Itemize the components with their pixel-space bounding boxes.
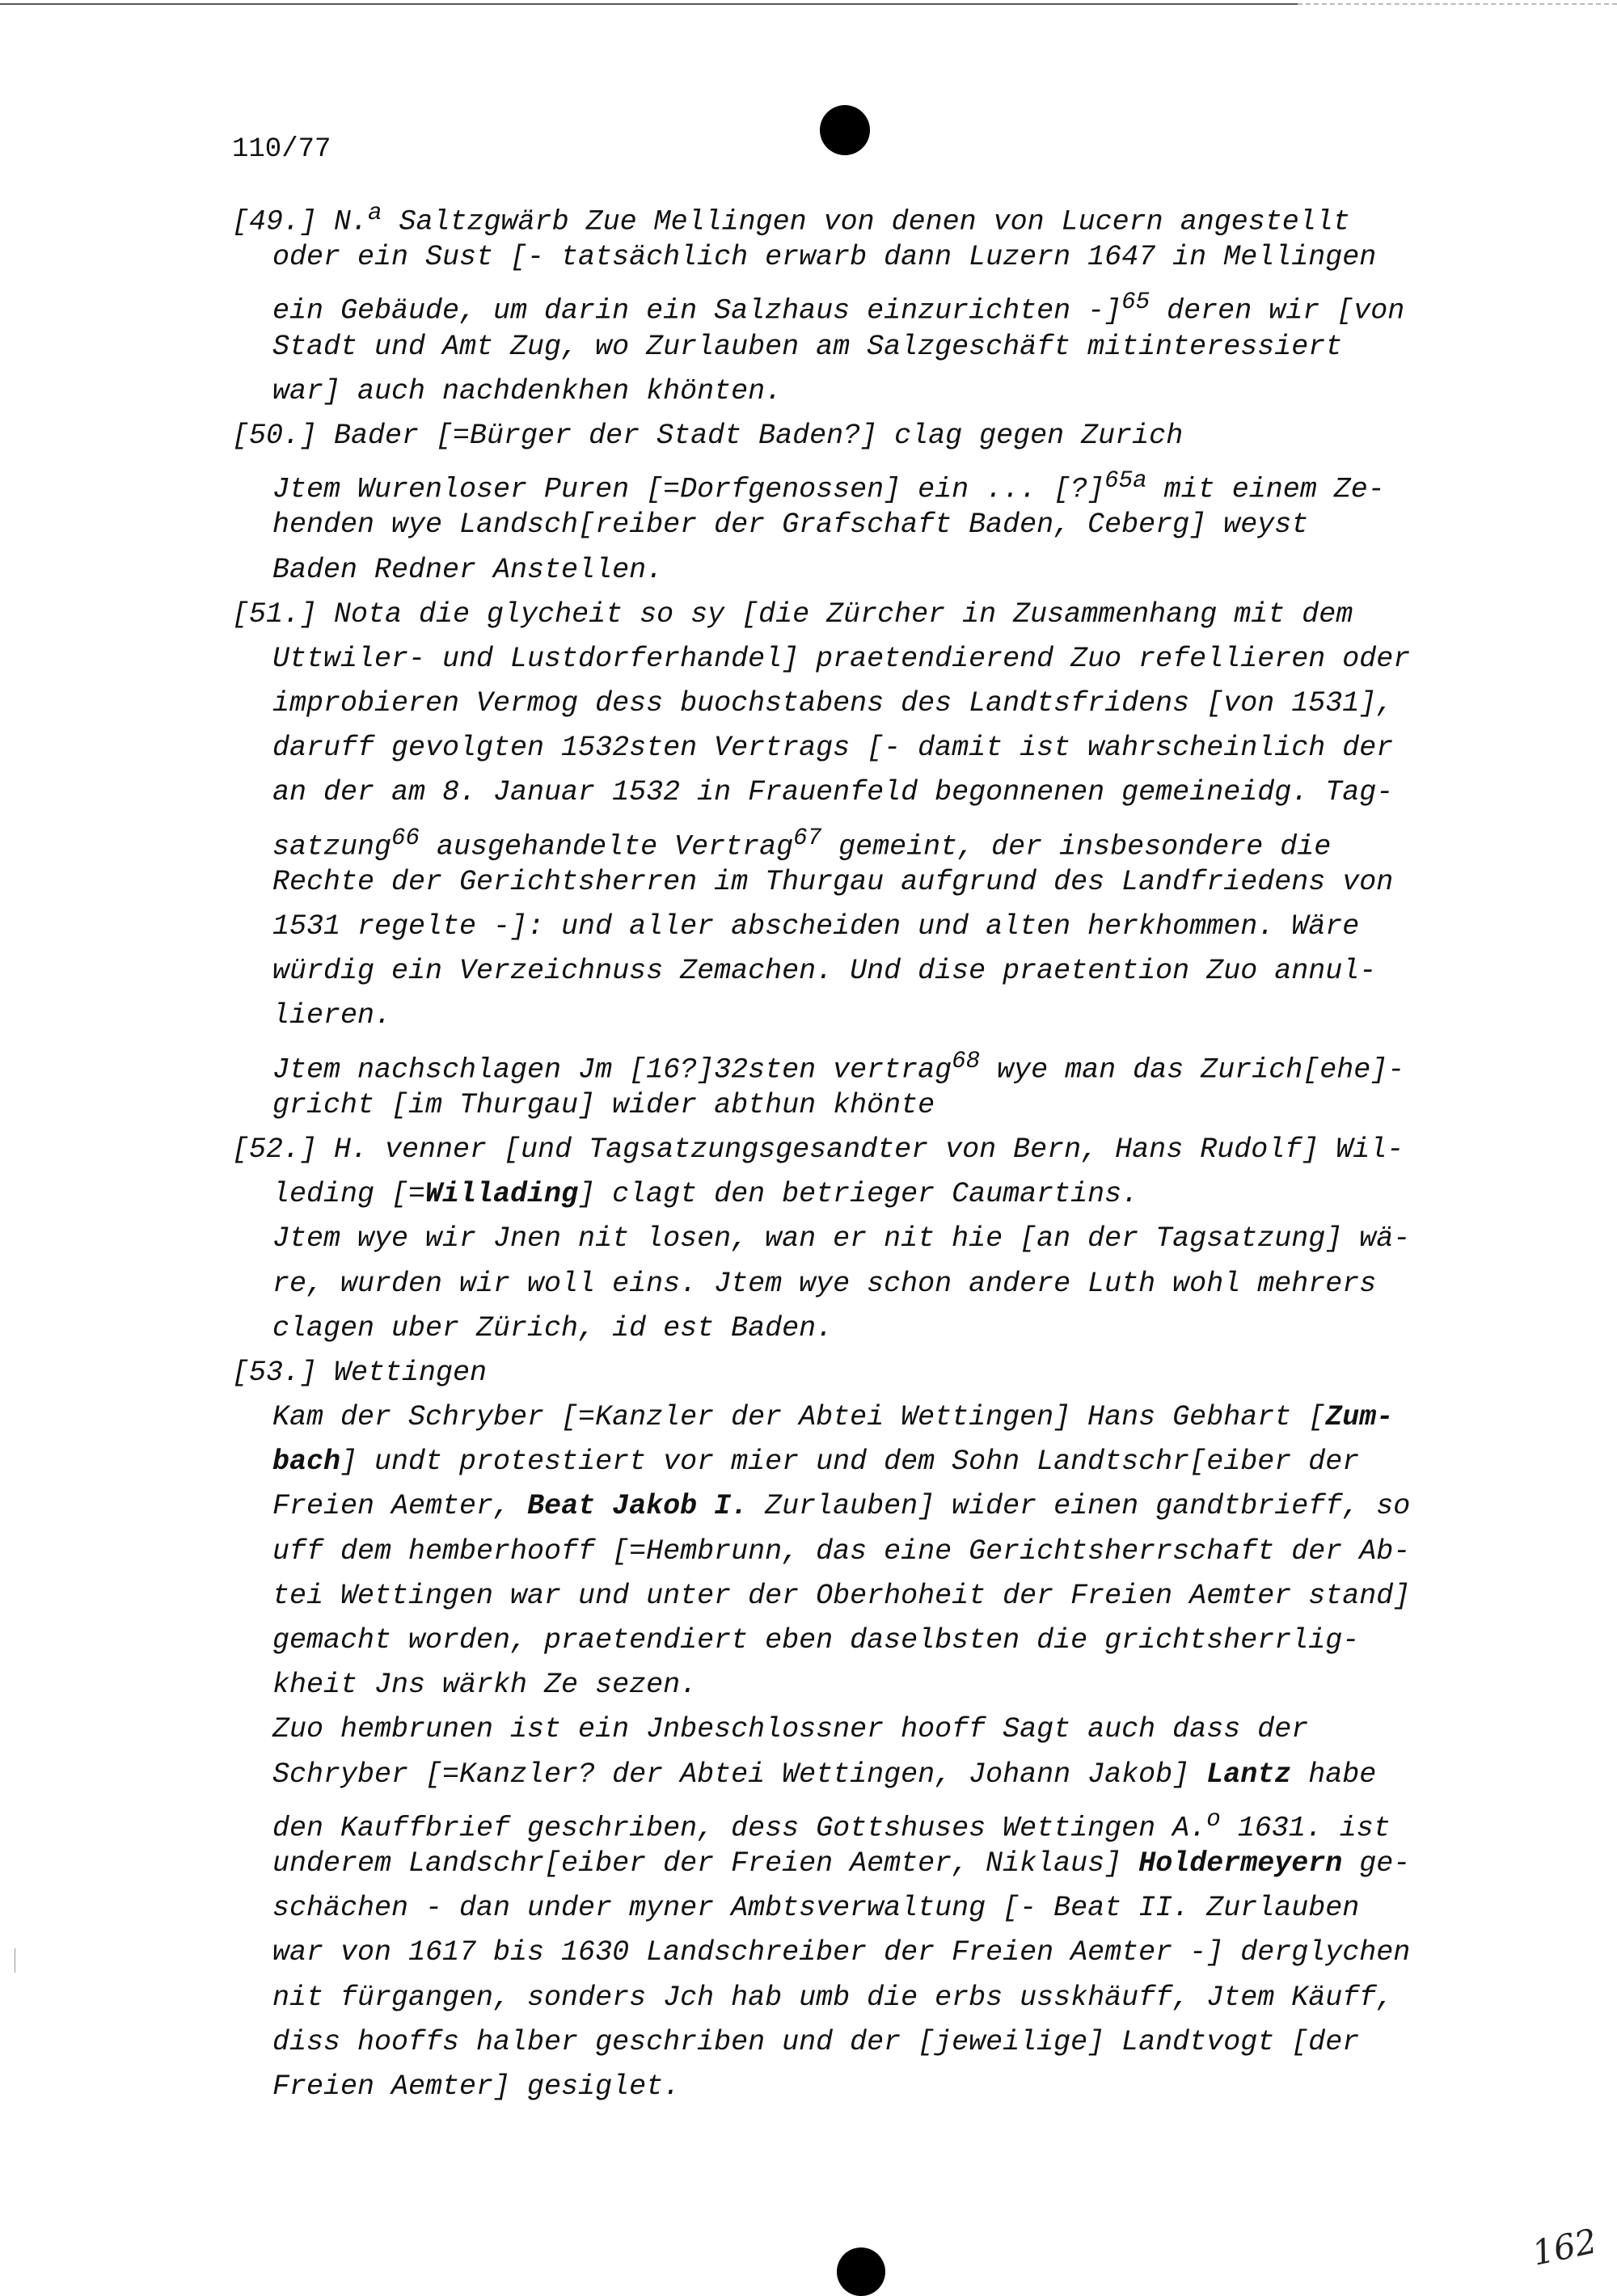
footnote-superscript: 66 bbox=[391, 824, 420, 851]
text-run: improbieren Vermog dess buochstabens des Landtsfridens [von 1531], bbox=[272, 687, 1394, 720]
text-line bbox=[232, 548, 1461, 593]
text-run: henden wye Landsch[reiber der Grafschaft Baden, Ceberg] weyst bbox=[272, 509, 1309, 542]
text-run: 1631. ist bbox=[1220, 1812, 1391, 1845]
text-run: [50.] Bader [=Bürger der Stadt Baden?] clag gegen Zurich bbox=[232, 419, 1184, 452]
text-line bbox=[232, 235, 1461, 280]
text-run: uff dem hemberhooff [=Hembrunn, das eine Gerichtsherrschaft der Ab- bbox=[272, 1534, 1411, 1568]
text-line bbox=[232, 593, 1461, 637]
text-run: habe bbox=[1291, 1758, 1377, 1791]
text-line bbox=[232, 369, 1461, 414]
text-line bbox=[232, 2065, 1461, 2109]
text-line bbox=[232, 414, 1461, 458]
text-run: Saltzgwärb Zue Mellingen von denen von Lucern angestellt bbox=[382, 205, 1350, 238]
text-line bbox=[232, 1707, 1461, 1752]
bold-name: Beat Jakob I. bbox=[527, 1490, 749, 1523]
text-line bbox=[232, 949, 1461, 994]
top-edge-rule bbox=[0, 3, 1298, 5]
text-line bbox=[232, 1663, 1461, 1707]
text-run: oder ein Sust [- tatsächlich erwarb dann Luzern 1647 in Mellingen bbox=[272, 241, 1377, 274]
text-line bbox=[232, 1039, 1461, 1087]
text-line bbox=[232, 816, 1461, 863]
text-run: satzung bbox=[272, 830, 392, 863]
text-line bbox=[232, 2020, 1461, 2065]
text-run: war von 1617 bis 1630 Landschreiber der Freien Aemter -] derglychen bbox=[272, 1936, 1411, 1969]
text-run: mit einem Ze- bbox=[1146, 473, 1385, 506]
text-run: Uttwiler- und Lustdorferhandel] praetendierend Zuo refellieren oder bbox=[272, 642, 1411, 675]
text-run: wye man das Zurich[ehe]- bbox=[980, 1053, 1405, 1087]
text-line bbox=[232, 458, 1461, 506]
text-run: lieren. bbox=[272, 999, 392, 1032]
text-line bbox=[232, 994, 1461, 1038]
bold-name: Zum- bbox=[1325, 1401, 1394, 1434]
text-line bbox=[232, 1484, 1461, 1529]
text-line bbox=[232, 860, 1461, 905]
text-line bbox=[232, 1395, 1461, 1440]
text-run: Baden Redner Anstellen. bbox=[272, 553, 664, 586]
text-run: ] undt protestiert vor mier und dem Sohn Landtschr[eiber der bbox=[340, 1446, 1360, 1479]
text-run: nit fürgangen, sonders Jch hab umb die erbs usskhäuff, Jtem Käuff, bbox=[272, 1981, 1394, 2014]
text-run: Kam der Schryber [=Kanzler der Abtei Wettingen] Hans Gebhart [ bbox=[272, 1401, 1326, 1434]
text-line bbox=[232, 325, 1461, 369]
text-line bbox=[232, 1842, 1461, 1886]
text-line bbox=[232, 1083, 1461, 1128]
text-run: ein Gebäude, um darin ein Salzhaus einzurichten -] bbox=[272, 295, 1122, 328]
bold-name: Holdermeyern bbox=[1138, 1847, 1343, 1880]
text-run: an der am 8. Januar 1532 in Frauenfeld begonnenen gemeineidg. Tag- bbox=[272, 776, 1394, 809]
text-run: ge- bbox=[1342, 1847, 1411, 1880]
binding-hole-top bbox=[820, 105, 870, 155]
text-run: Jtem Wurenloser Puren [=Dorfgenossen] ein ... [?] bbox=[272, 473, 1105, 506]
text-run: den Kauffbrief geschriben, dess Gottshuses Wettingen A. bbox=[272, 1812, 1207, 1845]
text-run: Schryber [=Kanzler? der Abtei Wettingen, Johann Jakob] bbox=[272, 1758, 1207, 1791]
text-line bbox=[232, 1172, 1461, 1217]
footnote-superscript: a bbox=[368, 200, 382, 226]
text-run: [49.] N. bbox=[232, 205, 369, 238]
text-run: würdig ein Verzeichnuss Zemachen. Und dise praetention Zuo annul- bbox=[272, 955, 1377, 988]
text-run: clagen uber Zürich, id est Baden. bbox=[272, 1311, 834, 1344]
text-run: war] auch nachdenkhen khönten. bbox=[272, 374, 783, 407]
footnote-superscript: 65 bbox=[1121, 289, 1150, 316]
text-run: Freien Aemter, bbox=[272, 1490, 528, 1523]
top-edge-rule-faint bbox=[1298, 3, 1617, 5]
binding-hole-bottom bbox=[837, 2247, 885, 2296]
text-line bbox=[232, 1440, 1461, 1484]
text-line bbox=[232, 503, 1461, 547]
text-line bbox=[232, 1976, 1461, 2020]
text-run: 1531 regelte -]: und aller abscheiden und alten herkhommen. Wäre bbox=[272, 910, 1360, 943]
text-line bbox=[232, 770, 1461, 815]
text-run: Jtem nachschlagen Jm [16?]32sten vertrag bbox=[272, 1053, 952, 1087]
footnote-superscript: 68 bbox=[952, 1047, 981, 1074]
text-line bbox=[232, 280, 1461, 328]
text-line bbox=[232, 1619, 1461, 1663]
footnote-superscript: 67 bbox=[793, 824, 822, 851]
text-run: Jtem wye wir Jnen nit losen, wan er nit hie [an der Tagsatzung] wä- bbox=[272, 1222, 1411, 1256]
text-run: ] clagt den betrieger Caumartins. bbox=[578, 1178, 1139, 1211]
text-line bbox=[232, 1797, 1461, 1845]
text-line bbox=[232, 637, 1461, 682]
text-run: re, wurden wir woll eins. Jtem wye schon andere Luth wohl mehrers bbox=[272, 1267, 1377, 1300]
text-run: gemacht worden, praetendiert eben daselbsten die grichtsherrlig- bbox=[272, 1624, 1360, 1657]
text-run: Rechte der Gerichtsherren im Thurgau aufgrund des Landfriedens von bbox=[272, 865, 1394, 898]
text-line bbox=[232, 682, 1461, 726]
text-line bbox=[232, 1217, 1461, 1261]
text-line bbox=[232, 1931, 1461, 1975]
text-line bbox=[232, 1306, 1461, 1351]
text-run: underem Landschr[eiber der Freien Aemter, Niklaus] bbox=[272, 1847, 1139, 1880]
text-run: leding [= bbox=[272, 1178, 426, 1211]
text-run: [53.] Wettingen bbox=[232, 1356, 488, 1389]
text-run: daruff gevolgten 1532sten Vertrags [- damit ist wahrscheinlich der bbox=[272, 732, 1394, 765]
text-run: Freien Aemter] gesiglet. bbox=[272, 2070, 681, 2103]
bold-name: Willading bbox=[425, 1178, 579, 1211]
text-line bbox=[232, 191, 1461, 238]
footnote-superscript: 65a bbox=[1104, 467, 1147, 495]
text-run: gemeint, der insbesondere die bbox=[821, 830, 1332, 863]
handwritten-folio-number: 162 bbox=[1528, 2221, 1601, 2273]
text-run: [51.] Nota die glycheit so sy [die Zürcher in Zusammenhang mit dem bbox=[232, 597, 1353, 631]
text-run: Zuo hembrunen ist ein Jnbeschlossner hooff Sagt auch dass der bbox=[272, 1713, 1309, 1746]
text-line bbox=[232, 905, 1461, 949]
text-run: tei Wettingen war und unter der Oberhoheit der Freien Aemter stand] bbox=[272, 1579, 1411, 1612]
text-run: Stadt und Amt Zug, wo Zurlauben am Salzgeschäft mitinteressiert bbox=[272, 330, 1343, 363]
page-reference: 110/77 bbox=[232, 134, 331, 165]
text-run: deren wir [von bbox=[1150, 295, 1405, 328]
text-line bbox=[232, 1886, 1461, 1931]
text-line bbox=[232, 1351, 1461, 1395]
text-line bbox=[232, 1262, 1461, 1306]
text-run: kheit Jns wärkh Ze sezen. bbox=[272, 1669, 698, 1702]
transcription-body bbox=[232, 191, 1461, 2109]
text-run: gricht [im Thurgau] wider abthun khönte bbox=[272, 1088, 935, 1121]
text-line bbox=[232, 726, 1461, 770]
text-line bbox=[232, 1530, 1461, 1574]
text-run: Zurlauben] wider einen gandtbrieff, so bbox=[748, 1490, 1411, 1523]
text-line bbox=[232, 1574, 1461, 1619]
text-run: schächen - dan under myner Ambtsverwaltung [- Beat II. Zurlauben bbox=[272, 1892, 1360, 1925]
bold-name: Lantz bbox=[1206, 1758, 1292, 1791]
text-run: [52.] H. venner [und Tagsatzungsgesandter von Bern, Hans Rudolf] Wil- bbox=[232, 1133, 1404, 1166]
text-run: diss hooffs halber geschriben und der [jeweilige] Landtvogt [der bbox=[272, 2025, 1360, 2058]
footnote-superscript: o bbox=[1206, 1805, 1221, 1833]
text-line bbox=[232, 1128, 1461, 1172]
text-run: ausgehandelte Vertrag bbox=[420, 830, 794, 863]
bold-name: bach bbox=[272, 1446, 341, 1479]
text-line bbox=[232, 1753, 1461, 1797]
